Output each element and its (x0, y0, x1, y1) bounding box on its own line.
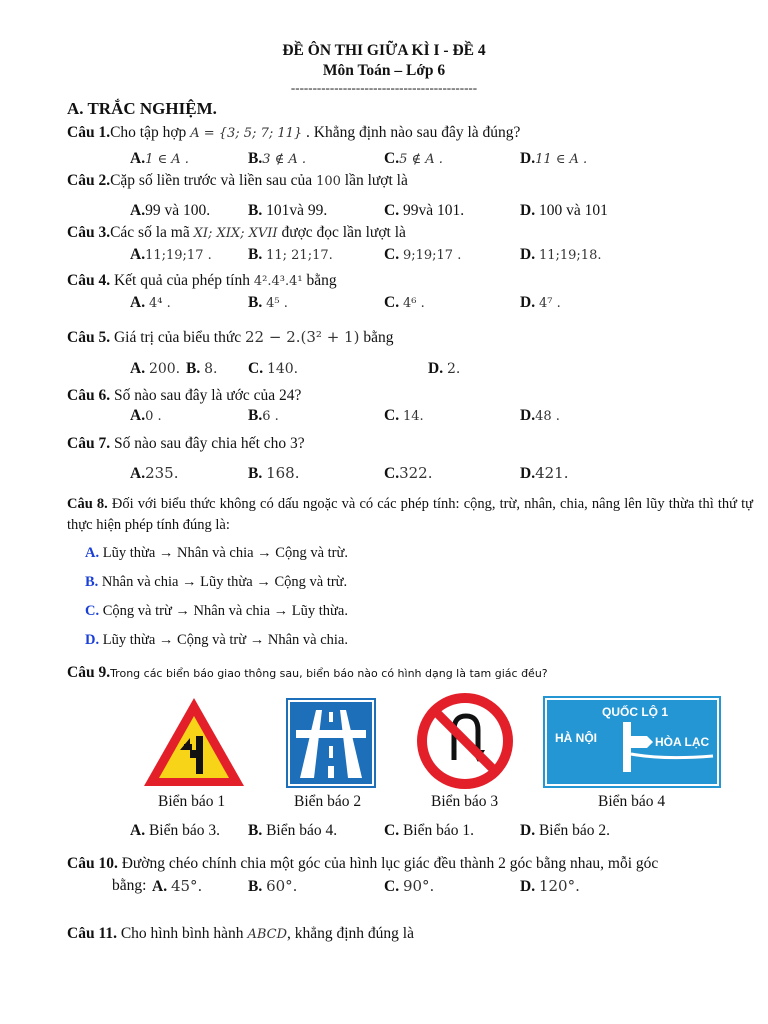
option-d[interactable]: D. Lũy thừa → Cộng và trừ → Nhân và chia. (85, 632, 348, 648)
math-number: 100 (316, 174, 341, 189)
sign-caption: Biển báo 2 (294, 793, 362, 810)
question-text: Số nào sau đây là ước của 24? (110, 387, 302, 404)
option-a[interactable]: A.1 ∈ A . (130, 150, 189, 167)
question-text: Giá trị của biểu thức (110, 329, 246, 346)
sign-caption: Biển báo 1 (158, 793, 226, 810)
question-3 (67, 224, 406, 242)
math-expression: 22 − 2.(3² + 1) (245, 328, 360, 346)
question-text: Cho hình bình hành (116, 925, 248, 942)
motorway-sign (286, 698, 376, 788)
sign-caption: Biển báo 3 (431, 793, 499, 810)
option-value: 100 và 101 (538, 202, 608, 219)
question-text: lần lượt là (340, 172, 408, 189)
option-c[interactable]: C. 4⁶ . (384, 294, 425, 311)
option-c[interactable]: C. 14. (384, 407, 424, 424)
question-4 (67, 272, 337, 290)
question-label: Câu 4. (67, 272, 111, 289)
option-d[interactable]: D. 11;19;18. (520, 246, 602, 263)
option-c[interactable]: C. 90°. (384, 877, 435, 895)
question-text: Cặp số liền trước và liền sau của (110, 172, 317, 189)
question-9 (67, 664, 548, 682)
question-10-continuation (112, 877, 146, 895)
option-value: 421. (535, 464, 569, 482)
question-text: . Khẳng định nào sau đây là đúng? (302, 124, 521, 141)
option-d[interactable]: D. 120°. (520, 877, 580, 895)
question-label: Câu 7. (67, 435, 111, 452)
option-value: 0 . (145, 409, 162, 424)
option-b[interactable]: B. 8. (186, 360, 218, 377)
option-value: 14. (402, 409, 424, 424)
option-value: Lũy thừa → Cộng và trừ → Nhân và chia. (102, 632, 348, 648)
option-value: Nhân và chia → Lũy thừa → Cộng và trừ. (101, 574, 348, 590)
direction-sign (543, 696, 721, 788)
option-value: 235. (145, 464, 179, 482)
option-c[interactable]: C. Biển báo 1. (384, 822, 474, 839)
option-value: 2. (446, 361, 461, 377)
section-heading: A. TRẮC NGHIỆM. (67, 99, 217, 118)
question-10 (67, 851, 753, 877)
option-value: Biển báo 1. (402, 822, 474, 839)
math-expression: XI; XIX; XVII (193, 226, 278, 241)
option-d[interactable]: D.11 ∈ A . (520, 150, 588, 167)
question-2 (67, 172, 408, 190)
option-value: 8. (204, 361, 218, 377)
option-d[interactable]: D.421. (520, 464, 569, 482)
option-value: 90°. (402, 877, 435, 895)
option-d[interactable]: D. 100 và 101 (520, 202, 608, 219)
sign-text-left: HÀ NỘI (555, 731, 597, 745)
option-c[interactable]: C.322. (384, 464, 433, 482)
option-value: 4⁵ . (266, 296, 288, 311)
question-5 (67, 328, 393, 347)
exam-title: ĐỀ ÔN THI GIỮA KÌ I - ĐỀ 4 (282, 42, 486, 59)
option-b[interactable]: B. 4⁵ . (248, 294, 288, 311)
option-value: 9;19;17 . (402, 248, 462, 263)
option-a[interactable]: A.0 . (130, 407, 162, 424)
option-d[interactable]: D. Biển báo 2. (520, 822, 610, 839)
no-u-turn-sign (414, 690, 516, 792)
question-7 (67, 435, 305, 453)
option-c[interactable]: C. 140. (248, 360, 299, 377)
question-label: Câu 5. (67, 329, 111, 346)
option-value: 322. (399, 464, 433, 482)
option-value: 4⁶ . (402, 296, 425, 311)
option-b[interactable]: B. Nhân và chia → Lũy thừa → Cộng và trừ. (85, 574, 348, 590)
sign-text-top: QUỐC LỘ 1 (601, 705, 669, 719)
question-text: Số nào sau đây chia hết cho 3? (110, 435, 305, 452)
question-label: Câu 2. (67, 172, 111, 189)
question-6 (67, 387, 301, 405)
option-a[interactable]: A. Biển báo 3. (130, 822, 220, 839)
option-value: 5 ∉ A . (399, 152, 443, 167)
question-text: Kết quả của phép tính (110, 272, 254, 289)
option-value: 11;19;18. (538, 248, 602, 263)
question-8 (67, 494, 753, 536)
option-value: 99 và 100. (145, 202, 211, 219)
header-divider: ------------------------------------------- (290, 80, 478, 95)
option-d[interactable]: D.48 . (520, 407, 560, 424)
option-d[interactable]: D. 4⁷ . (520, 294, 561, 311)
math-expression: A = {3; 5; 7; 11} (190, 126, 303, 141)
question-label: Câu 10. (67, 855, 118, 872)
option-value: 3 ∉ A . (262, 152, 307, 167)
option-a[interactable]: A. Lũy thừa → Nhân và chia → Cộng và trừ. (85, 545, 348, 561)
question-label: Câu 11. (67, 925, 117, 942)
option-value: Biển báo 4. (266, 822, 338, 839)
option-value: 140. (266, 361, 299, 377)
question-text: bằng (359, 329, 394, 346)
option-value: 11 ∈ A . (535, 152, 588, 167)
question-label: Câu 6. (67, 387, 111, 404)
option-a[interactable]: A. 200. (130, 360, 181, 377)
question-11 (67, 925, 414, 943)
option-b[interactable]: B.3 ∉ A . (248, 150, 307, 167)
sign-caption: Biển báo 4 (598, 793, 666, 810)
option-value: 200. (148, 361, 181, 377)
math-expression: 4².4³.4¹ (253, 274, 303, 289)
option-value: 6 . (262, 409, 279, 424)
option-b[interactable]: B. 11; 21;17. (248, 246, 333, 263)
question-label: Câu 9. (67, 664, 111, 681)
question-text: Cho tập hợp (110, 124, 191, 141)
option-value: 48 . (535, 409, 560, 424)
warning-triangle-sign (140, 694, 248, 790)
math-expression: ABCD (247, 927, 287, 942)
question-text: được đọc lần lượt là (277, 224, 406, 241)
option-value: Biển báo 3. (148, 822, 220, 839)
option-value: 120°. (538, 877, 580, 895)
question-label: Câu 3. (67, 224, 111, 241)
option-b[interactable]: B.6 . (248, 407, 279, 424)
question-text: bằng: (112, 877, 147, 894)
option-a[interactable]: A.235. (130, 464, 179, 482)
option-value: 101và 99. (266, 202, 328, 219)
exam-subtitle: Môn Toán – Lớp 6 (322, 62, 446, 79)
option-value: Biển báo 2. (538, 822, 610, 839)
option-value: Cộng và trừ → Nhân và chia → Lũy thừa. (102, 603, 348, 619)
option-value: 60°. (266, 877, 298, 895)
option-b[interactable]: B. Biển báo 4. (248, 822, 338, 839)
question-text: Trong các biển báo giao thông sau, biển báo nào có hình dạng là tam giác đều? (110, 667, 548, 680)
question-label: Câu 8. (67, 496, 108, 512)
option-c[interactable]: C. 9;19;17 . (384, 246, 462, 263)
option-c[interactable]: C. 99và 101. (384, 202, 465, 219)
option-b[interactable]: B. 168. (248, 464, 300, 482)
question-text: Đối với biểu thức không có dấu ngoặc và có các phép tính: cộng, trừ, nhân, chia, nâng lên lũy thừa thì thứ tự thực hiện phép tính đúng là: (67, 496, 754, 533)
option-value: 45°. (170, 877, 203, 895)
question-text: Đường chéo chính chia một góc của hình lục giác đều thành 2 góc bằng nhau, mỗi góc (117, 855, 659, 872)
option-c[interactable]: C. Cộng và trừ → Nhân và chia → Lũy thừa. (85, 603, 348, 619)
option-value: 4⁴ . (148, 296, 171, 311)
option-a[interactable]: A. 45°. (152, 877, 203, 895)
option-value: 11; 21;17. (266, 248, 333, 263)
question-label: Câu 1. (67, 124, 111, 141)
option-value: 99và 101. (402, 202, 465, 219)
option-c[interactable]: C.5 ∉ A . (384, 150, 443, 167)
sign-text-right: HÒA LẠC (655, 735, 710, 749)
option-b[interactable]: B. 60°. (248, 877, 298, 895)
option-d[interactable]: D. 2. (428, 360, 461, 377)
option-value: Lũy thừa → Nhân và chia → Cộng và trừ. (102, 545, 348, 561)
option-a[interactable]: A. 4⁴ . (130, 294, 171, 311)
option-b[interactable]: B. 101và 99. (248, 202, 328, 219)
option-value: 1 ∈ A . (145, 152, 189, 167)
question-1 (67, 124, 520, 142)
question-text: , khẳng định đúng là (287, 925, 414, 942)
question-text: Các số la mã (110, 224, 194, 241)
option-value: 4⁷ . (538, 296, 561, 311)
option-a[interactable]: A.11;19;17 . (130, 246, 212, 263)
option-value: 168. (266, 464, 300, 482)
option-value: 11;19;17 . (145, 248, 212, 263)
option-a[interactable]: A.99 và 100. (130, 202, 211, 219)
question-text: bằng (302, 272, 337, 289)
